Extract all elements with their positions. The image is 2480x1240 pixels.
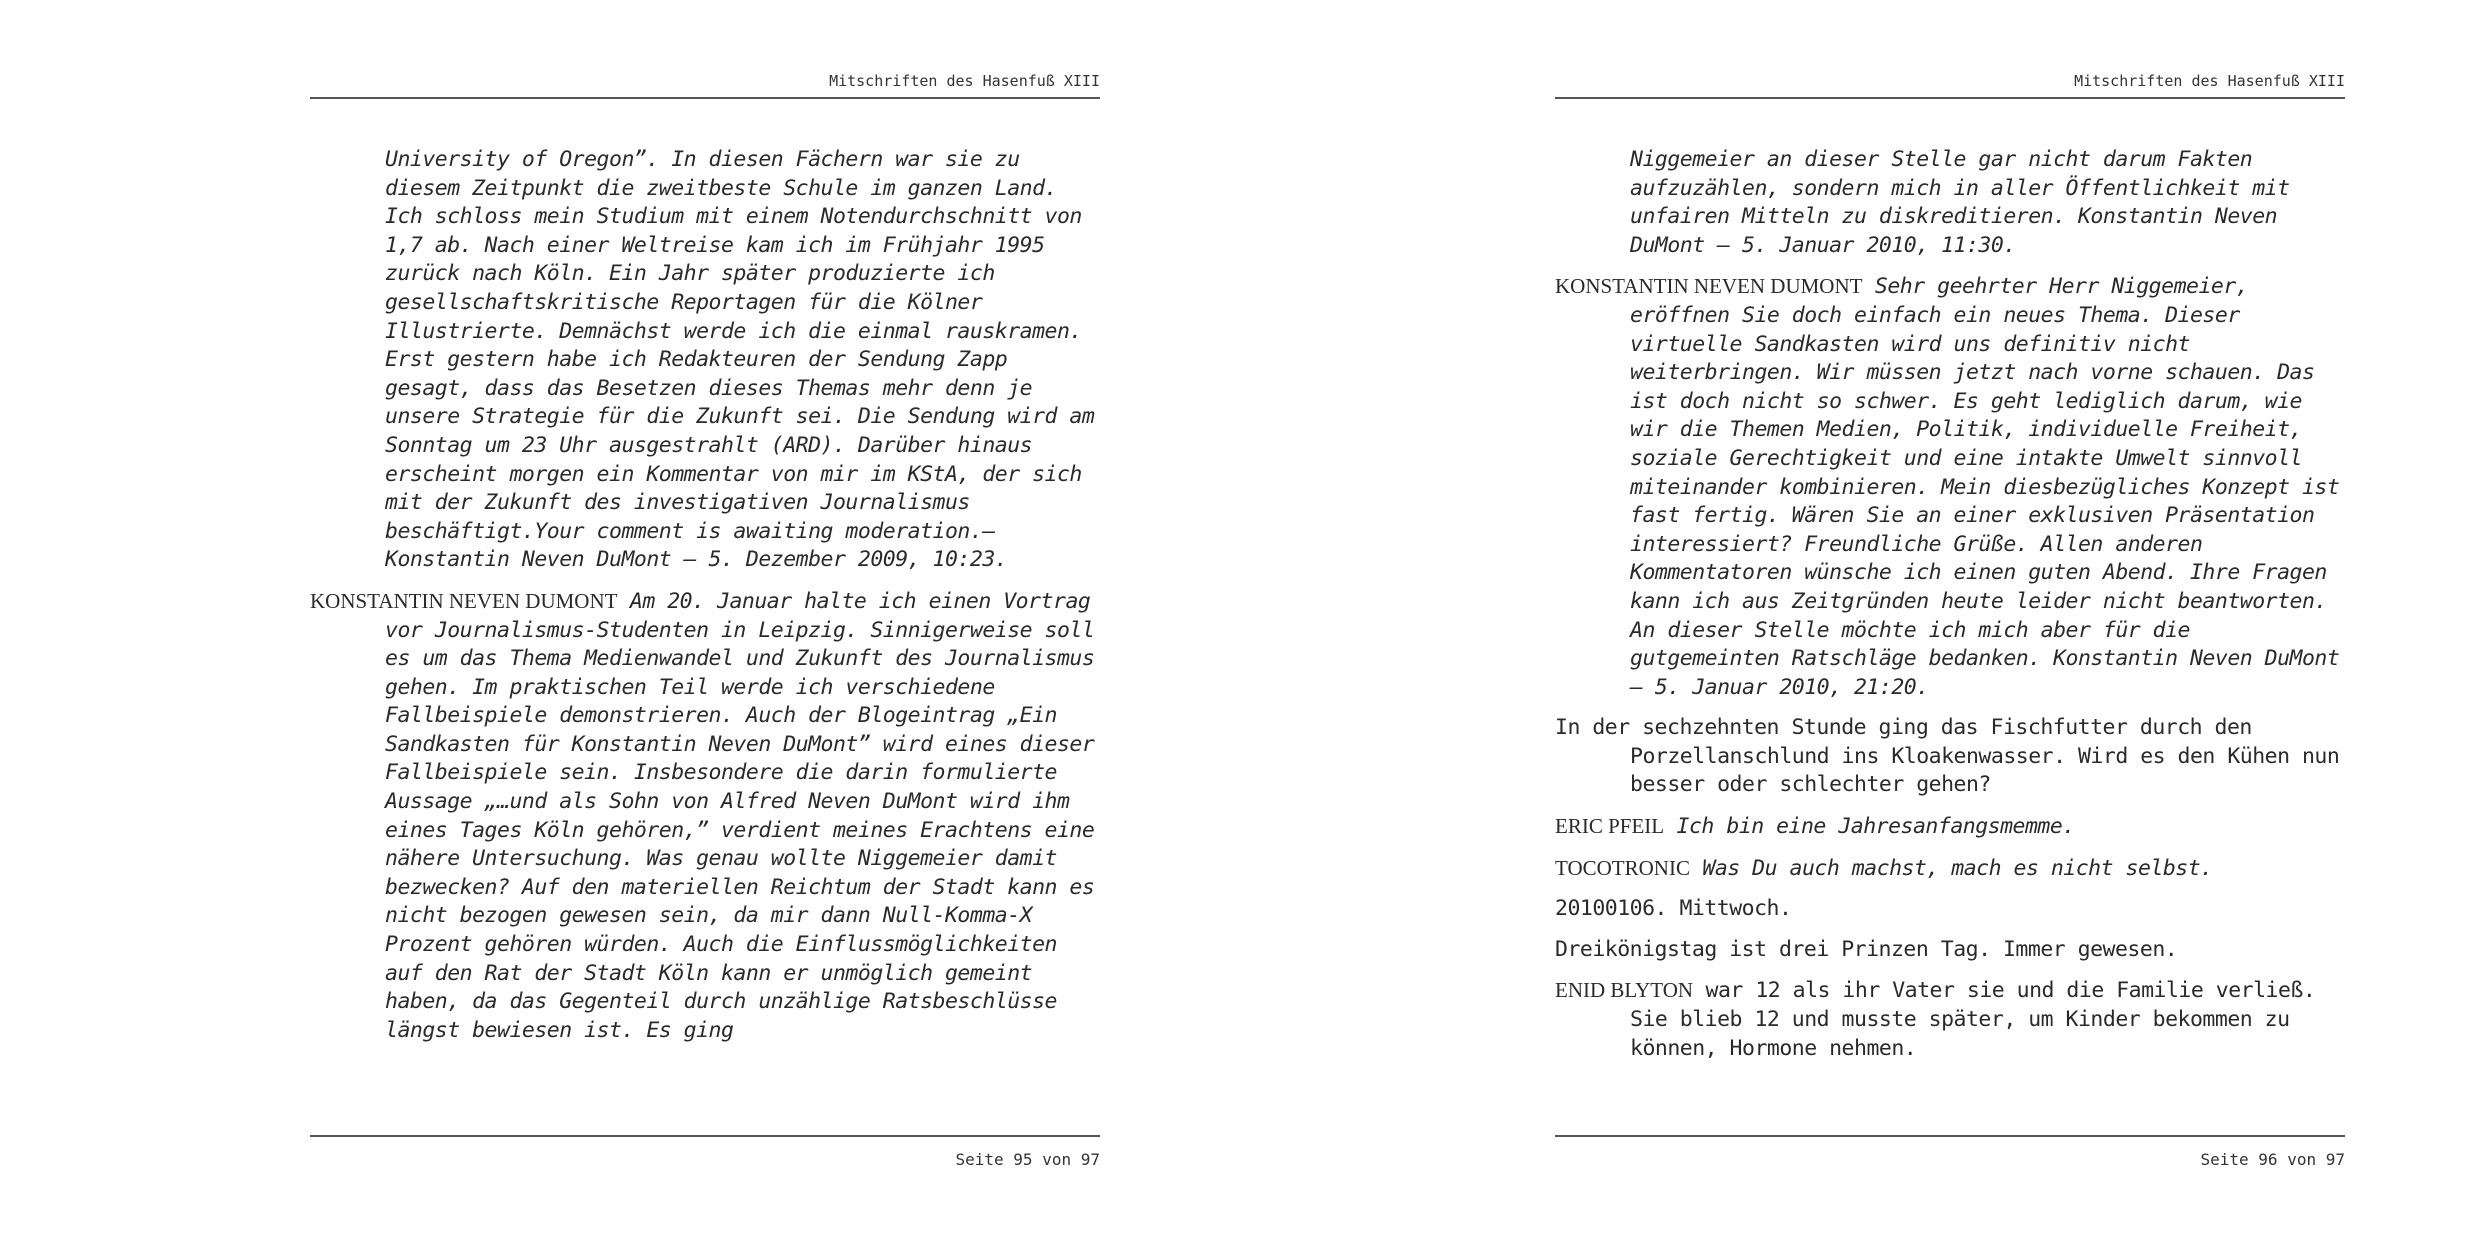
speaker-name: KONSTANTIN NEVEN DUMONT: [310, 588, 618, 613]
header-rule: [310, 97, 1100, 99]
paragraph-text: Am 20. Januar halte ich einen Vortrag vor Journalismus-Studenten in Leipzig. Sinnigerweise soll es um das Thema Medienwandel und Zukunft des Journalismus gehen. Im praktischen Teil werde ich verschiedene Fallbeispiele demonstrieren. Auch der Blogeintrag „Ein Sandkasten für Konstantin Neven DuMont” wird eines dieser Fallbeispiele sein. Insbesondere die darin formulierte Aussage „…und als Sohn von Alfred Neven DuMont wird ihm eines Tages Köln gehören,” verdient meines Erachtens eine nähere Untersuchung. Was genau wollte Niggemeier damit bezwecken? Auf den materiellen Reichtum der Stadt kann es nicht bezogen gewesen sein, da mir dann Null-Komma-X Prozent gehören würden. Auch die Einflussmöglichkeiten auf den Rat der Stadt Köln kann er unmöglich gemeint haben, da das Gegenteil durch unzählige Ratsbeschlüsse längst bewiesen ist. Es ging: [385, 588, 1095, 1043]
paragraph-text: University of Oregon”. In diesen Fächern war sie zu diesem Zeitpunkt die zweitbeste Schule im ganzen Land. Ich schloss mein Studium mit einem Notendurchschnitt von 1,7 ab. Nach einer Weltreise kam ich im Frühjahr 1995 zurück nach Köln. Ein Jahr später produzierte ich gesellschaftskritische Reportagen für die Kölner Illustrierte. Demnächst werde ich die einmal rauskramen. Erst gestern habe ich Redakteuren der Sendung Zapp gesagt, dass das Besetzen dieses Themas mehr denn je unsere Strategie für die Zukunft sei. Die Sendung wird am Sonntag um 23 Uhr ausgestrahlt (ARD). Darüber hinaus erscheint morgen ein Kommentar von mir im KStA, der sich mit der Zukunft des investigativen Journalismus beschäftigt.Your comment is awaiting moderation.— Konstantin Neven DuMont — 5. Dezember 2009, 10:23.: [385, 147, 1095, 573]
paragraph-text: war 12 als ihr Vater sie und die Familie verließ. Sie blieb 12 und musste später, um Kinder bekommen zu können, Hormone nehmen.: [1630, 978, 2316, 1061]
paragraph-text: In der sechzehnten Stunde ging das Fischfutter durch den Porzellanschlund ins Kloakenwasser. Wird es den Kühen nun besser oder schlechter gehen?: [1555, 715, 2340, 798]
text-paragraph: [1555, 936, 2345, 965]
paragraph-text: 20100106. Mittwoch.: [1555, 896, 1792, 922]
paragraph-text: Ich bin eine Jahresanfangsmemme.: [1676, 814, 2075, 840]
text-paragraph: [1555, 976, 2345, 1063]
text-paragraph: [1555, 272, 2345, 702]
text-paragraph: [310, 146, 1100, 575]
text-paragraph: [1555, 714, 2345, 800]
page-header: Mitschriften des Hasenfuß XIII: [2074, 72, 2345, 90]
page-body: [310, 146, 1100, 1057]
page-header: Mitschriften des Hasenfuß XIII: [829, 72, 1100, 90]
speaker-name: ERIC PFEIL: [1555, 814, 1665, 839]
page-body: [1555, 146, 2345, 1075]
paragraph-text: Sehr geehrter Herr Niggemeier, eröffnen Sie doch einfach ein neues Thema. Dieser virtuelle Sandkasten wird uns definitiv nicht weiterbringen. Wir müssen jetzt nach vorne schauen. Das ist doch nicht so schwer. Es geht lediglich darum, wie wir die Themen Medien, Politik, individuelle Freiheit, soziale Gerechtigkeit und eine intakte Umwelt sinnvoll miteinander kombinieren. Mein diesbezügliches Konzept ist fast fertig. Wären Sie an einer exklusiven Präsentation interessiert? Freundliche Grüße. Allen anderen Kommentatoren wünsche ich einen guten Abend. Ihre Fragen kann ich aus Zeitgründen heute leider nicht beantworten. An dieser Stelle möchte ich mich aber für die gutgemeinten Ratschläge bedanken. Konstantin Neven DuMont — 5. Januar 2010, 21:20.: [1630, 274, 2340, 700]
paragraph-text: Niggemeier an dieser Stelle gar nicht darum Fakten aufzuzählen, sondern mich in aller Öffentlichkeit mit unfairen Mitteln zu diskreditieren. Konstantin Neven DuMont — 5. Januar 2010, 11:30.: [1630, 147, 2290, 258]
footer-rule: [1555, 1135, 2345, 1137]
text-paragraph: [1555, 146, 2345, 260]
speaker-name: TOCOTRONIC: [1555, 855, 1690, 880]
text-paragraph: [1555, 812, 2345, 842]
paragraph-text: Was Du auch machst, mach es nicht selbst.: [1702, 855, 2213, 881]
text-paragraph: [310, 587, 1100, 1046]
footer-rule: [310, 1135, 1100, 1137]
speaker-name: KONSTANTIN NEVEN DUMONT: [1555, 274, 1863, 299]
speaker-name: ENID BLYTON: [1555, 978, 1694, 1003]
left-page: [310, 0, 1100, 1240]
page-number: Seite 95 von 97: [955, 1150, 1100, 1169]
page-number: Seite 96 von 97: [2200, 1150, 2345, 1169]
paragraph-text: Dreikönigstag ist drei Prinzen Tag. Immer gewesen.: [1555, 936, 2178, 962]
text-paragraph: [1555, 854, 2345, 884]
header-rule: [1555, 97, 2345, 99]
right-page: [1555, 0, 2345, 1240]
text-paragraph: [1555, 895, 2345, 924]
